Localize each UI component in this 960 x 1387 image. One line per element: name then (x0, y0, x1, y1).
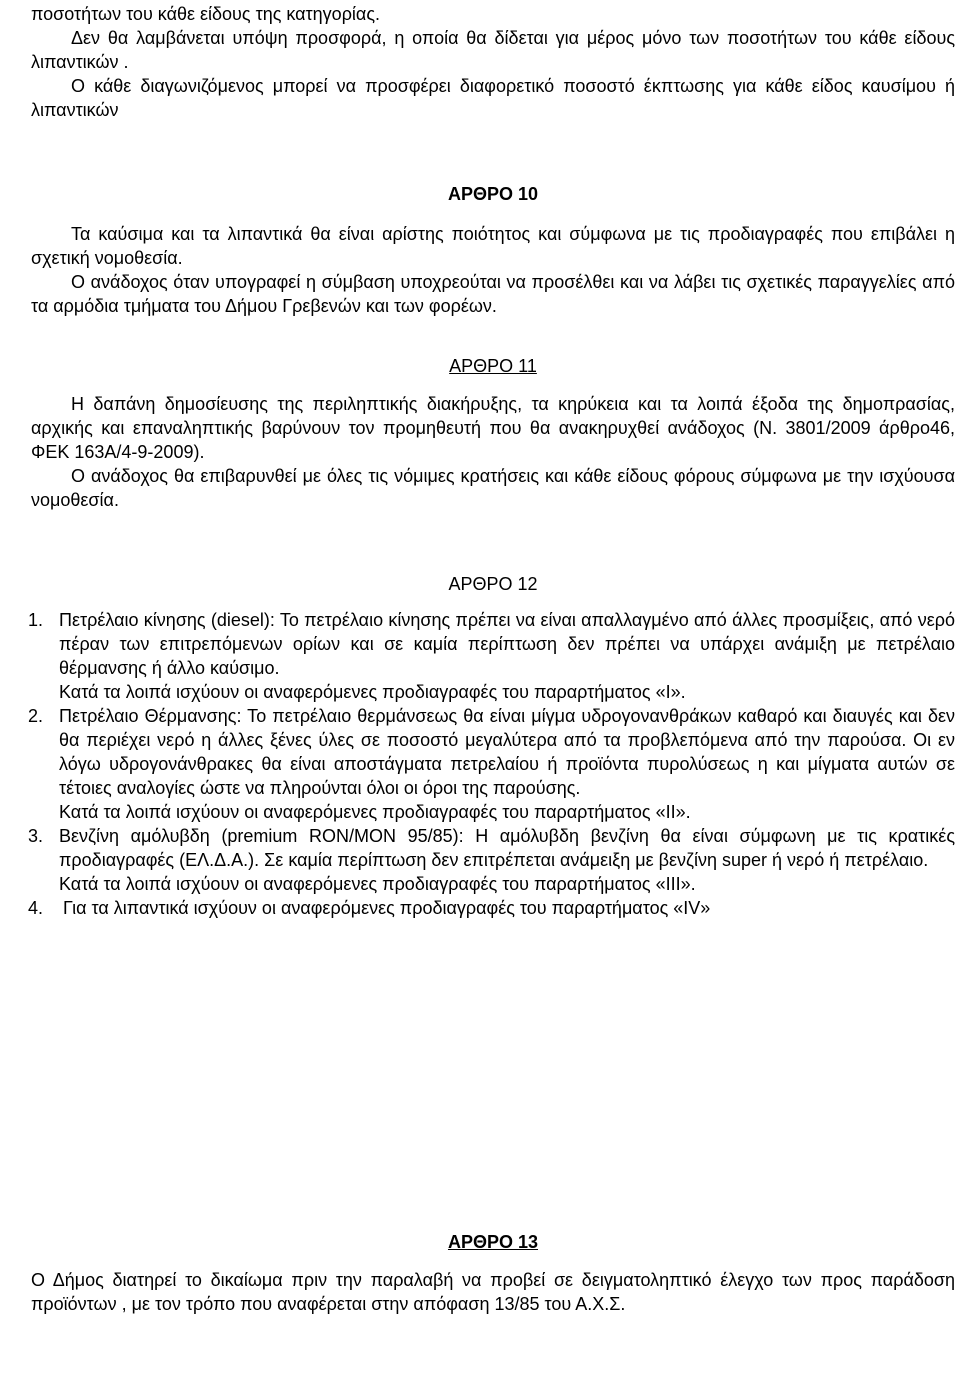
list-item-text: Πετρέλαιο Θέρμανσης: Το πετρέλαιο θερμάνσεως θα είναι μίγμα υδρογονανθράκων καθαρό και διαυγές και δεν θα περιέχει νερό η άλλες ξένες ύλες σε ποσοστό μεγαλύτερα από τα προβλεπόμενα από την παρούσα. Οι εν λόγω υδρογονάνθρακες θα είναι αποστάγματα πετρελαίου ή προϊόντα πυρολύσεως η και μίγματα αυτών σε τέτοιες αναλογίες ώστε να πληρούνται όλοι οι όροι της παρούσης. (59, 706, 955, 798)
article-11-paragraph-2: Ο ανάδοχος θα επιβαρυνθεί με όλες τις νόμιμες κρατήσεις και κάθε είδους φόρους σύμφωνα με την ισχύουσα νομοθεσία. (31, 466, 955, 510)
list-item (28, 704, 955, 824)
article-10-title: ΑΡΘΡΟ 10 (447, 184, 539, 204)
article-13-title: ΑΡΘΡΟ 13 (447, 1232, 539, 1252)
list-item (28, 824, 955, 896)
article-10-paragraph-1: Τα καύσιμα και τα λιπαντικά θα είναι αρίστης ποιότητος και σύμφωνα με τις προδιαγραφές που επιβάλει η σχετική νομοθεσία. (31, 224, 955, 268)
list-item-note: Κατά τα λοιπά ισχύουν οι αναφερόμενες προδιαγραφές του παραρτήματος «ΙΙ». (59, 802, 691, 822)
list-item-text: Βενζίνη αμόλυβδη (premium RON/MON 95/85): Η αμόλυβδη βενζίνη θα είναι σύμφωνη με τις κρατικές προδιαγραφές (ΕΛ.Δ.Α.). Σε καμία περίπτωση δεν επιτρέπεται ανάμειξη με βενζίνη super ή νερό ή πετρέλαιο. (59, 826, 955, 870)
intro-paragraph-discount: Ο κάθε διαγωνιζόμενος μπορεί να προσφέρει διαφορετικό ποσοστό έκπτωσης για κάθε είδος καυσίμου ή λιπαντικών (31, 76, 955, 120)
list-item (28, 896, 955, 920)
list-item-text: Για τα λιπαντικά ισχύουν οι αναφερόμενες προδιαγραφές του παραρτήματος «ΙV» (63, 898, 711, 918)
list-number: 3. (28, 826, 44, 846)
list-number: 2. (28, 706, 44, 726)
intro-paragraph-partial-offers: Δεν θα λαμβάνεται υπόψη προσφορά, η οποία θα δίδεται για μέρος μόνο των ποσοτήτων του κάθε είδους λιπαντικών . (31, 28, 955, 72)
list-item-text: Πετρέλαιο κίνησης (diesel): Το πετρέλαιο κίνησης πρέπει να είναι απαλλαγμένο από άλλες προσμίξεις, από νερό πέραν των επιτρεπόμενων ορίων και σε καμία περίπτωση δεν πρέπει να υπάρχει ανάμιξη με πετρέλαιο θέρμανσης ή άλλο καύσιμο. (59, 610, 955, 678)
list-item-note: Κατά τα λοιπά ισχύουν οι αναφερόμενες προδιαγραφές του παραρτήματος «ΙΙΙ». (59, 874, 696, 894)
article-11-title: ΑΡΘΡΟ 11 (449, 356, 537, 376)
document-page (28, 2, 955, 1316)
list-item-note: Κατά τα λοιπά ισχύουν οι αναφερόμενες προδιαγραφές του παραρτήματος «Ι». (59, 682, 686, 702)
list-number: 1. (28, 610, 44, 630)
article-10-paragraph-2: Ο ανάδοχος όταν υπογραφεί η σύμβαση υποχρεούται να προσέλθει και να λάβει τις σχετικές παραγγελίες από τα αρμόδια τμήματα του Δήμου Γρεβενών και των φορέων. (31, 272, 955, 316)
intro-line: ποσοτήτων του κάθε είδους της κατηγορίας. (31, 4, 381, 24)
article-13-paragraph-1: Ο Δήμος διατηρεί το δικαίωμα πριν την παραλαβή να προβεί σε δειγματοληπτικό έλεγχο των προς παράδοση προϊόντων , με τον τρόπο που αναφέρεται στην απόφαση 13/85 του Α.Χ.Σ. (31, 1270, 955, 1314)
article-11-paragraph-1: Η δαπάνη δημοσίευσης της περιληπτικής διακήρυξης, τα κηρύκεια και τα λοιπά έξοδα της δημοπρασίας, αρχικής και επαναληπτικής βαρύνουν τον προμηθευτή που θα ανακηρυχθεί ανάδοχος (Ν. 3801/2009 άρθρο46, ΦΕΚ 163Α/4-9-2009). (31, 394, 955, 462)
article-12-title: ΑΡΘΡΟ 12 (448, 574, 538, 594)
list-item (28, 608, 955, 704)
list-number: 4. (28, 898, 44, 918)
